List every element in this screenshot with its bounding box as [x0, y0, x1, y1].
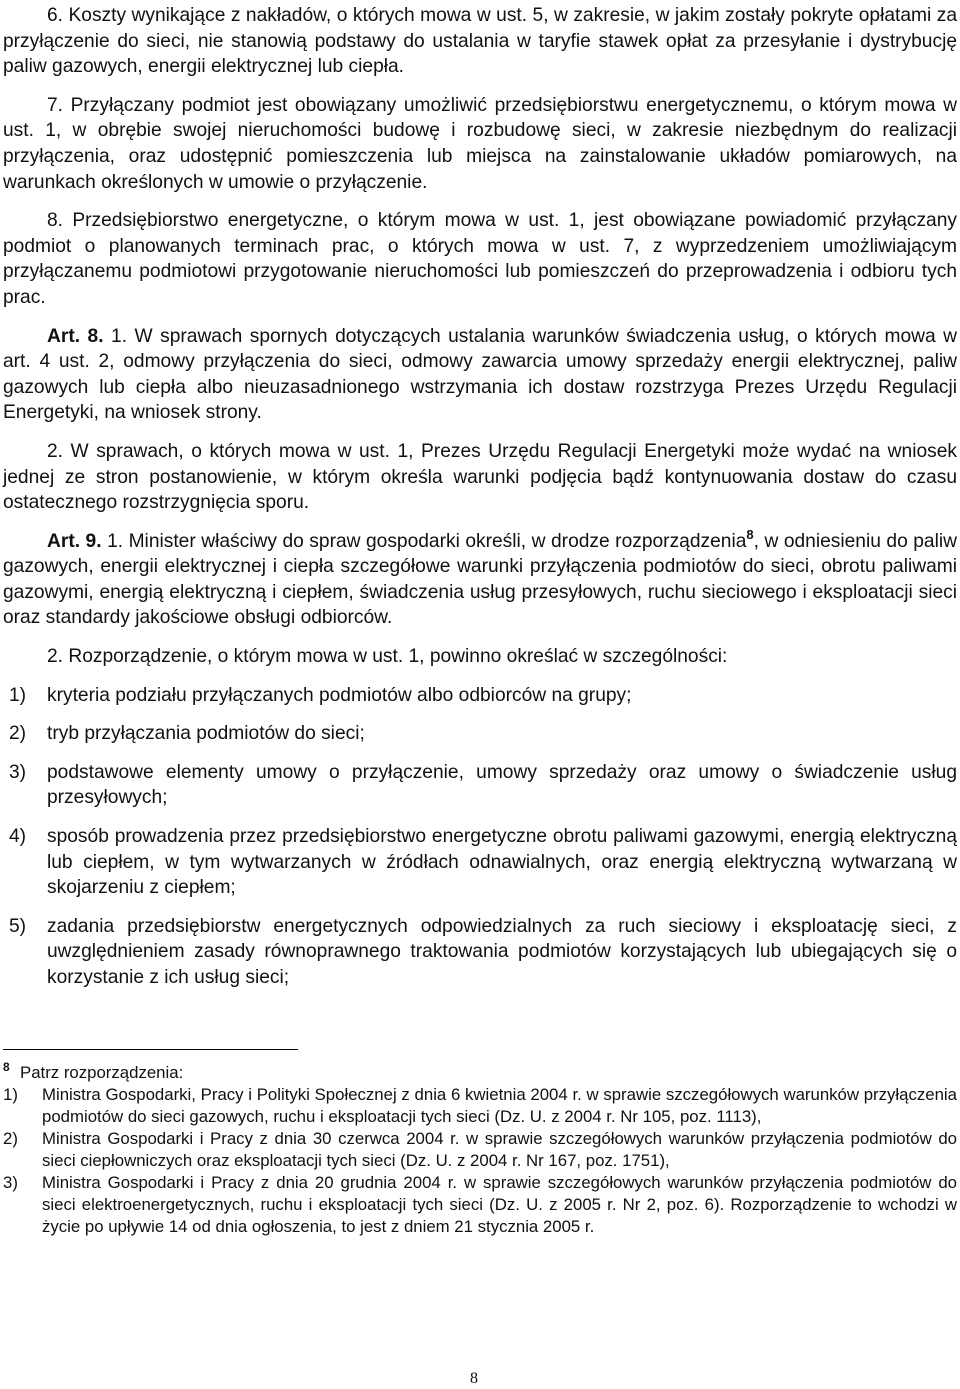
article-8-label: Art. 8.	[47, 325, 104, 347]
list-item-number: 2)	[9, 723, 27, 745]
article-9-text-b: , w odniesieniu do paliw gazowych, energii elektrycznej i ciepła szczegółowe warunki przyłączenia podmiotów do sieci, obrotu paliwami gazowymi, energią elektryczną i ciepłem, świadczenia usług przesyłowych, ruchu sieciowego i eksploatacji sieci oraz standardy jakościowe obsługi odbiorców.	[3, 530, 957, 629]
footnote-intro-text: Patrz rozporządzenia:	[20, 1063, 184, 1082]
footnote-item-number: 1)	[3, 1085, 18, 1104]
list-item-number: 3)	[9, 761, 27, 783]
footnote-separator	[3, 1049, 298, 1050]
footnotes	[3, 1062, 957, 1238]
footnote-item-text: Ministra Gospodarki, Pracy i Polityki Społecznej z dnia 6 kwietnia 2004 r. w sprawie szczegółowych warunków przyłączenia podmiotów do sieci gazowych, ruchu i eksploatacji tych sieci (Dz. U. z 2004 r. Nr 105, poz. 1113),	[42, 1085, 957, 1126]
list-item	[3, 824, 957, 901]
footnote-item-number: 2)	[3, 1129, 18, 1148]
footnote-intro	[3, 1062, 957, 1084]
article-9-list	[3, 683, 957, 991]
document-page	[3, 0, 957, 991]
footnote-item-text: Ministra Gospodarki i Pracy z dnia 20 grudnia 2004 r. w sprawie szczegółowych warunków przyłączenia podmiotów do sieci elektroenergetycznych, ruchu i eksploatacji tych sieci (Dz. U. z 2005 r. Nr 2, poz. 6). Rozporządzenie to wchodzi w życie po upływie 14 od dnia ogłoszenia, to jest z dniem 21 stycznia 2005 r.	[42, 1173, 957, 1236]
list-item-number: 5)	[9, 915, 27, 937]
list-item	[3, 721, 957, 747]
paragraph-7: 7. Przyłączany podmiot jest obowiązany umożliwić przedsiębiorstwu energetycznemu, o którym mowa w ust. 1, w obrębie swojej nieruchomości budowę i rozbudowę sieci, w zakresie niezbędnym do realizacji przyłączenia, oraz udostępnić pomieszczenia lub miejsca na zainstalowanie układów pomiarowych, na warunkach określonych w umowie o przyłączenie.	[3, 94, 957, 193]
footnote-item	[3, 1128, 957, 1172]
article-9-paragraph-2: 2. Rozporządzenie, o którym mowa w ust. 1, powinno określać w szczególności:	[47, 646, 728, 668]
page-number: 8	[470, 1370, 478, 1387]
footnote-item	[3, 1084, 957, 1128]
article-9-paragraph-1	[3, 526, 957, 631]
list-item	[3, 683, 957, 709]
article-8-paragraph-2: 2. W sprawach, o których mowa w ust. 1, Prezes Urzędu Regulacji Energetyki może wydać na wniosek jednej ze stron postanowienie, w którym określa warunki podjęcia bądź kontynuowania dostaw do czasu ostatecznego rozstrzygnięcia sporu.	[3, 440, 957, 514]
list-item-text: tryb przyłączania podmiotów do sieci;	[47, 723, 365, 745]
list-item-text: podstawowe elementy umowy o przyłączenie, umowy sprzedaży oraz umowy o świadczenie usług przesyłowych;	[47, 761, 957, 809]
list-item-text: zadania przedsiębiorstw energetycznych odpowiedzialnych za ruch sieciowy i eksploatację sieci, z uwzględnieniem zasady równoprawnego traktowania podmiotów korzystających lub ubiegających się o korzystanie z ich usług sieci;	[47, 915, 957, 988]
list-item-number: 4)	[9, 826, 27, 848]
list-item-text: kryteria podziału przyłączanych podmiotów albo odbiorców na grupy;	[47, 684, 632, 706]
paragraph-6: 6. Koszty wynikające z nakładów, o których mowa w ust. 5, w zakresie, w jakim zostały pokryte opłatami za przyłączenie do sieci, nie stanowią podstawy do ustalania w taryfie stawek opłat za przesyłanie i dystrybucję paliw gazowych, energii elektrycznej lub ciepła.	[3, 5, 957, 78]
article-8-text-1: 1. W sprawach spornych dotyczących ustalania warunków świadczenia usług, o których mowa w art. 4 ust. 2, odmowy przyłączenia do sieci, odmowy zawarcia umowy sprzedaży energii elektrycznej, paliw gazowych lub ciepła albo nieuzasadnionego wstrzymania ich dostaw rozstrzyga Prezes Urzędu Regulacji Energetyki, na wniosek strony.	[3, 325, 957, 424]
list-item	[3, 914, 957, 991]
list-item-text: sposób prowadzenia przez przedsiębiorstwo energetyczne obrotu paliwami gazowymi, energią elektryczną lub ciepłem, w tym wytwarzanych w źródłach odnawialnych, oraz energią elektryczną wytwarzaną w skojarzeniu z ciepłem;	[47, 826, 957, 899]
list-item	[3, 760, 957, 811]
footnote-item-number: 3)	[3, 1173, 18, 1192]
footnote-reference-8: 8	[746, 526, 754, 542]
footnote-item-text: Ministra Gospodarki i Pracy z dnia 30 czerwca 2004 r. w sprawie szczegółowych warunków przyłączenia podmiotów do sieci ciepłowniczych oraz eksploatacji tych sieci (Dz. U. z 2004 r. Nr 167, poz. 1751),	[42, 1129, 957, 1170]
article-8-paragraph-1	[3, 324, 957, 426]
article-9-text-a: 1. Minister właściwy do spraw gospodarki określi, w drodze rozporządzenia	[101, 530, 747, 552]
article-9-label: Art. 9.	[47, 530, 102, 552]
paragraph-8: 8. Przedsiębiorstwo energetyczne, o którym mowa w ust. 1, jest obowiązane powiadomić przyłączany podmiot o planowanych terminach prac, o których mowa w ust. 7, z wyprzedzeniem umożliwiającym przyłączanemu podmiotowi przygotowanie nieruchomości lub pomieszczeń do przeprowadzenia i odbioru tych prac.	[3, 210, 957, 308]
list-item-number: 1)	[9, 684, 27, 706]
footnote-mark: 8	[3, 1060, 10, 1074]
footnote-item	[3, 1172, 957, 1238]
